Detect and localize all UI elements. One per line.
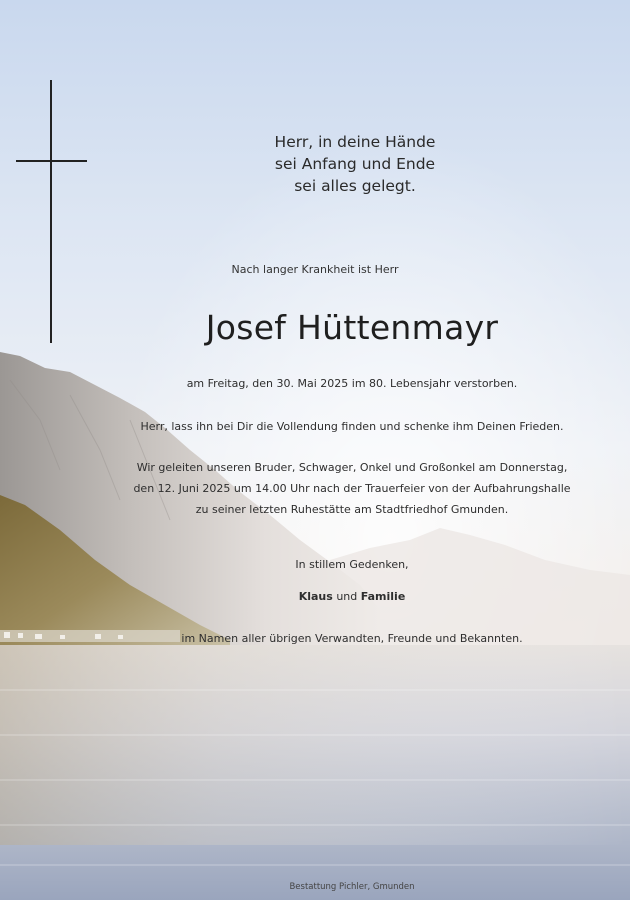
funeral-home: Bestattung Pichler, Gmunden	[289, 882, 415, 892]
bible-verse	[205, 131, 505, 197]
mourner-name-2: Familie	[360, 590, 406, 603]
mourner-name-1: Klaus	[298, 590, 333, 603]
verse-line-3: sei alles gelegt.	[294, 177, 416, 195]
verse-line-1: Herr, in deine Hände	[274, 133, 436, 151]
death-notice: am Freitag, den 30. Mai 2025 im 80. Lebensjahr verstorben.	[186, 377, 518, 390]
verse-line-2: sei Anfang und Ende	[274, 155, 436, 173]
intro-text: Nach langer Krankheit ist Herr	[231, 263, 399, 276]
remembrance-text: In stillem Gedenken,	[295, 558, 409, 571]
funeral-line-3: zu seiner letzten Ruhestätte am Stadtfriedhof Gmunden.	[195, 503, 509, 516]
funeral-line-1: Wir geleiten unseren Bruder, Schwager, Onkel und Großonkel am Donnerstag,	[136, 461, 568, 474]
mourners	[0, 590, 630, 603]
mourner-connector: und	[336, 590, 358, 603]
prayer-text: Herr, lass ihn bei Dir die Vollendung finden und schenke ihm Deinen Frieden.	[140, 420, 564, 433]
relatives-text: im Namen aller übrigen Verwandten, Freunde und Bekannten.	[181, 632, 523, 645]
funeral-line-2: den 12. Juni 2025 um 14.00 Uhr nach der Trauerfeier von der Aufbahrungshalle	[133, 482, 571, 495]
deceased-name: Josef Hüttenmayr	[205, 308, 499, 347]
